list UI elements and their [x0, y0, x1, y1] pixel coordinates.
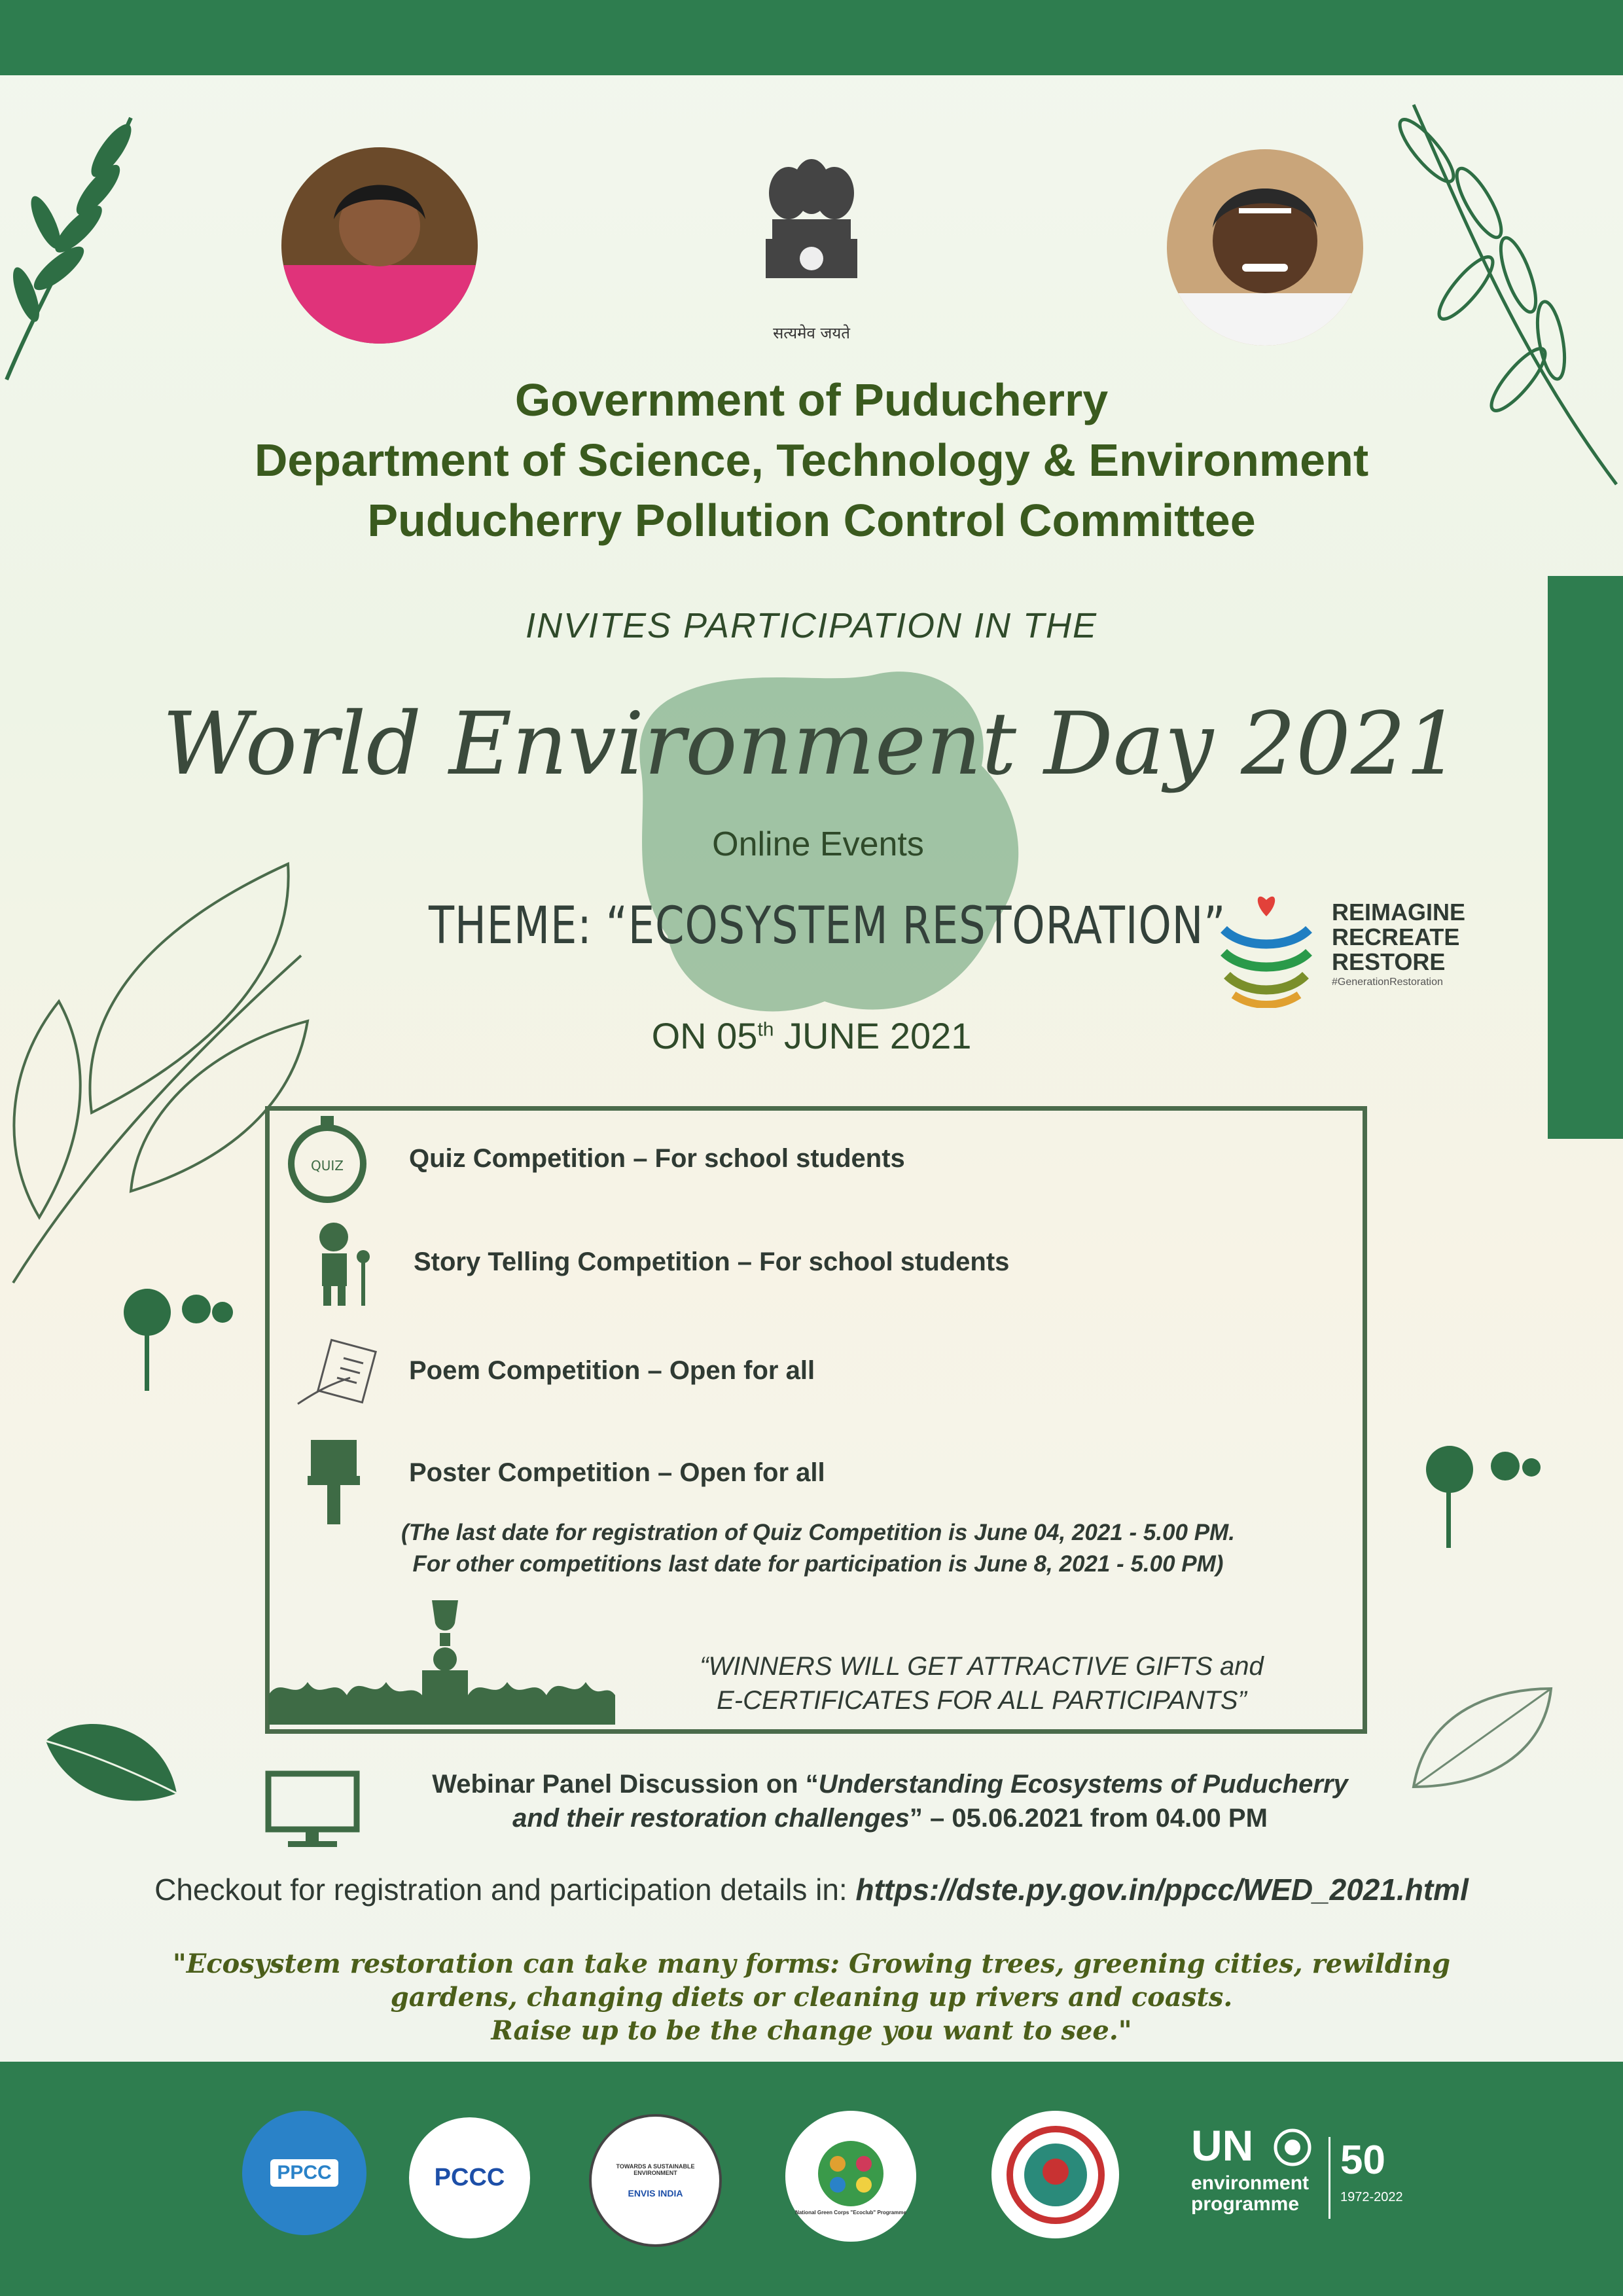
paintbrush-icon [304, 1437, 363, 1528]
ink-splash-right-icon [1420, 1440, 1584, 1551]
story-telling-competition: Story Telling Competition – For school students [414, 1247, 1010, 1276]
ink-splash-left-icon [118, 1283, 249, 1394]
quiz-competition: Quiz Competition – For school students [409, 1144, 905, 1173]
top-banner [0, 0, 1623, 75]
event-title: World Environment Day 2021 [162, 694, 1461, 795]
event-date: ON 05th JUNE 2021 [651, 1015, 972, 1056]
chief-minister-portrait [1167, 149, 1363, 346]
emblem-motto: सत्यमेव जयते [773, 324, 850, 342]
restoration-quote: "Ecosystem restoration can take many forms: Growing trees, greening cities, rewilding gardens, changing diets or cleaning up rivers and coasts. Raise up to be the change you want to see." [172, 1948, 1451, 2046]
header-line-1: Government of Puducherry [514, 374, 1109, 425]
header-line-2: Department of Science, Technology & Environment [254, 435, 1369, 486]
pccc-logo: PCCC [409, 2117, 530, 2238]
webinar-info: Webinar Panel Discussion on “Understanding Ecosystems of Puducherry and their restoration challenges” – 05.06.2021 from 04.00 PM [432, 1770, 1348, 1833]
state-emblem-logo [991, 2111, 1119, 2238]
ngc-emblem-icon [815, 2138, 887, 2210]
leaf-outline-bottom-right-icon [1400, 1682, 1558, 1793]
winners-note: “WINNERS WILL GET ATTRACTIVE GIFTS and E-CERTIFICATES FOR ALL PARTICIPANTS” [700, 1652, 1264, 1715]
un-environment-logo: UN environment programme 50 1972-2022 [1191, 2124, 1492, 2242]
svg-text:QUIZ: QUIZ [311, 1158, 344, 1174]
theme-text: THEME: “ECOSYSTEM RESTORATION” [429, 897, 1226, 956]
poster-competition: Poster Competition – Open for all [409, 1458, 825, 1487]
leaf-solid-bottom-left-icon [39, 1715, 183, 1813]
online-events: Online Events [712, 825, 924, 863]
poem-competition: Poem Competition – Open for all [409, 1356, 815, 1385]
governor-portrait [281, 147, 478, 344]
monitor-icon [265, 1770, 360, 1849]
restoration-logo-text: REIMAGINE RECREATE RESTORE #GenerationRestoration [1332, 899, 1466, 988]
invite-text: INVITES PARTICIPATION IN THE [525, 606, 1098, 645]
registration-note: (The last date for registration of Quiz Competition is June 04, 2021 - 5.00 PM. For other competitions last date for participation is June 8, 2021 - 5.00 PM) [401, 1520, 1235, 1577]
storyteller-icon [308, 1221, 380, 1309]
state-seal-icon [1007, 2126, 1105, 2224]
writing-icon [291, 1338, 389, 1410]
logo-divider [1329, 2137, 1330, 2219]
national-emblem-icon [753, 157, 870, 321]
stopwatch-icon [285, 1113, 370, 1204]
header-line-3: Puducherry Pollution Control Committee [367, 495, 1256, 546]
un-globe-icon [1273, 2128, 1312, 2167]
trophy-crowd-icon [268, 1597, 615, 1725]
leaf-branch-top-left-icon [0, 105, 151, 393]
envis-logo: TOWARDS A SUSTAINABLE ENVIRONMENT ENVIS INDIA [589, 2114, 722, 2247]
restoration-logo-icon [1217, 890, 1315, 1008]
ppcc-logo: PPCC [242, 2111, 366, 2235]
registration-link[interactable]: Checkout for registration and participation details in: https://dste.py.gov.in/ppcc/WED_2021.html [154, 1873, 1469, 1907]
ngc-logo: National Green Corps "Ecoclub" Programme [785, 2111, 916, 2242]
